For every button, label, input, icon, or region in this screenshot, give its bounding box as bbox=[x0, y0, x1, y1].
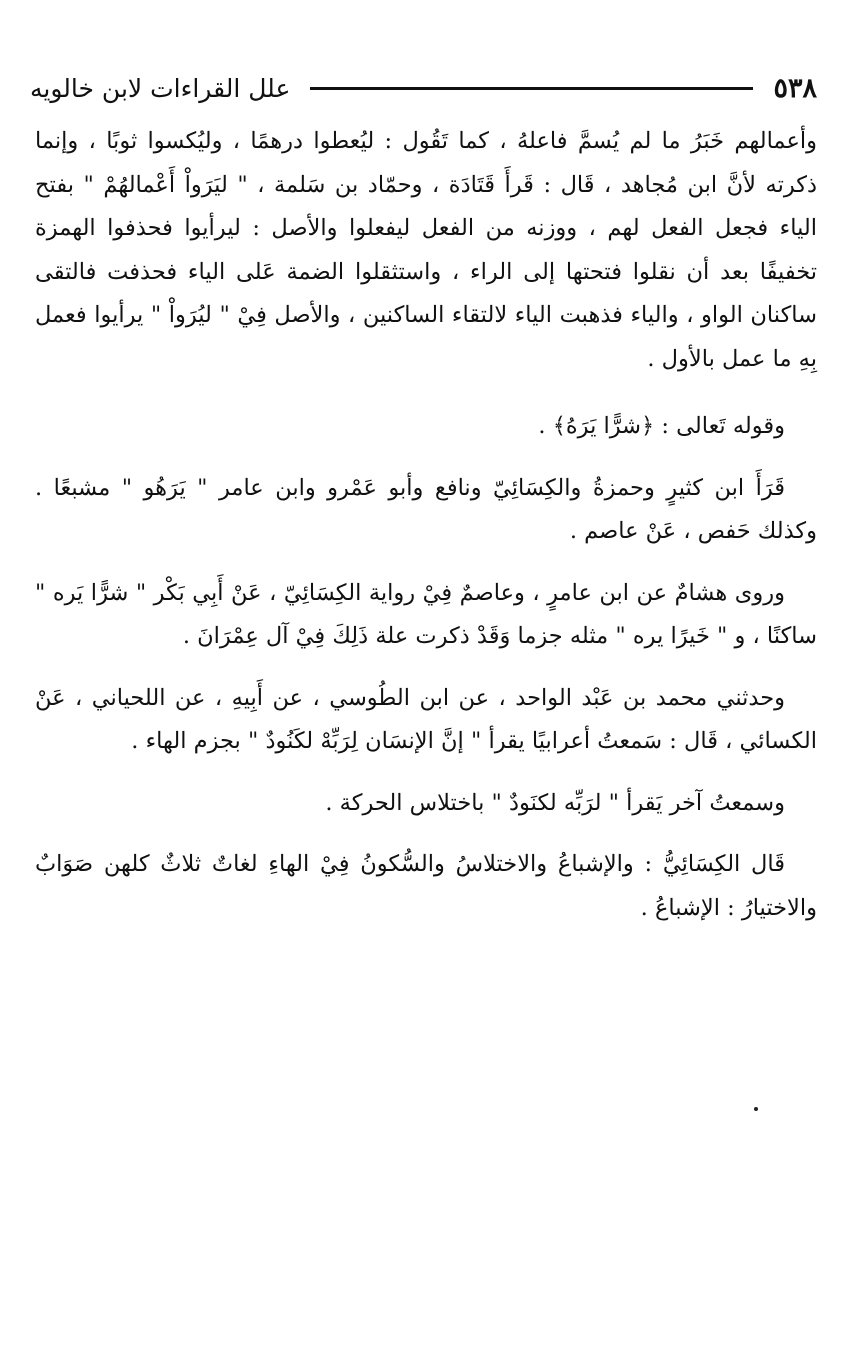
body-text bbox=[35, 120, 817, 948]
paragraph-5: وحدثني محمد بن عَبْد الواحد ، عن ابن الطُوسي ، عن أَبِيهِ ، عن اللحياني ، عَنْ الكسائي ، قَال : سَمعتُ أعرابيًا يقرأ " إنَّ الإنسَان لِرَبِّهْ لكَنُودٌ " بجزم الهاء . bbox=[35, 684, 817, 754]
paragraph-7: قَال الكِسَائِيُّ : والإشباعُ والاختلاسُ والسُّكونُ فِيْ الهاءِ لغاتٌ ثلاثٌ كلهن صَوَابٌ والاختيارُ : الإشباعُ . bbox=[35, 851, 817, 921]
paragraph-1: وأعمالهم خَبَرُ ما لم يُسمَّ فاعلهُ ، كما تَقُول : ليُعطوا درهمًا ، وليُكسوا ثوبًا ، وإنما ذكرته لأنَّ ابن مُجاهد ، قَال : قَرأَ قَتَادَة ، وحمّاد بن سَلمة ، " ليَرَواْ أَعْمالهُمْ " بفتح الياء فجعل الفعل لهم ، ووزنه من الفعل ليفعلوا والأصل : ليرأيوا فحذفوا الهمزة تخفيفًا بعد أن نقلوا فتحتها إلى الراء ، واستثقلوا الضمة عَلى الياء فحذفت فالتقى ساكنان الواو ، والياء فذهبت الياء لالتقاء الساكنين ، والأصل فِيْ " ليُرَواْ " يرأيوا فعمل بِهِ ما عمل بالأول . bbox=[35, 128, 817, 372]
paragraph-3: قَرَأَ ابن كثيرٍ وحمزةُ والكِسَائِيّ ونافع وأبو عَمْرو وابن عامر " يَرَهُو " مشبعًا . وكذلك حَفص ، عَنْ عاصم . bbox=[35, 474, 817, 544]
paragraph-4: وروى هشامٌ عن ابن عامرٍ ، وعاصمٌ فِيْ رواية الكِسَائِيّ ، عَنْ أَبِي بَكْر " شرًّا يَره " ساكنًا ، و " خَيرًا يره " مثله جزما وَقَدْ ذكرت علة ذَلِكَ فِيْ آل عِمْرَانَ . bbox=[35, 579, 817, 649]
page-number: ٥٣٨ bbox=[773, 72, 817, 104]
paragraph-2: وقوله تَعالى : ﴿شرًّا يَرَهُ﴾ . bbox=[538, 413, 785, 439]
page-header bbox=[30, 68, 817, 108]
header-rule bbox=[310, 87, 753, 90]
running-title: علل القراءات لابن خالويه bbox=[30, 73, 291, 103]
stray-dot bbox=[754, 1107, 758, 1111]
paragraph-6: وسمعتُ آخر يَقرأ " لرَبِّه لكنَودٌ " باختلاس الحركة . bbox=[325, 789, 785, 816]
